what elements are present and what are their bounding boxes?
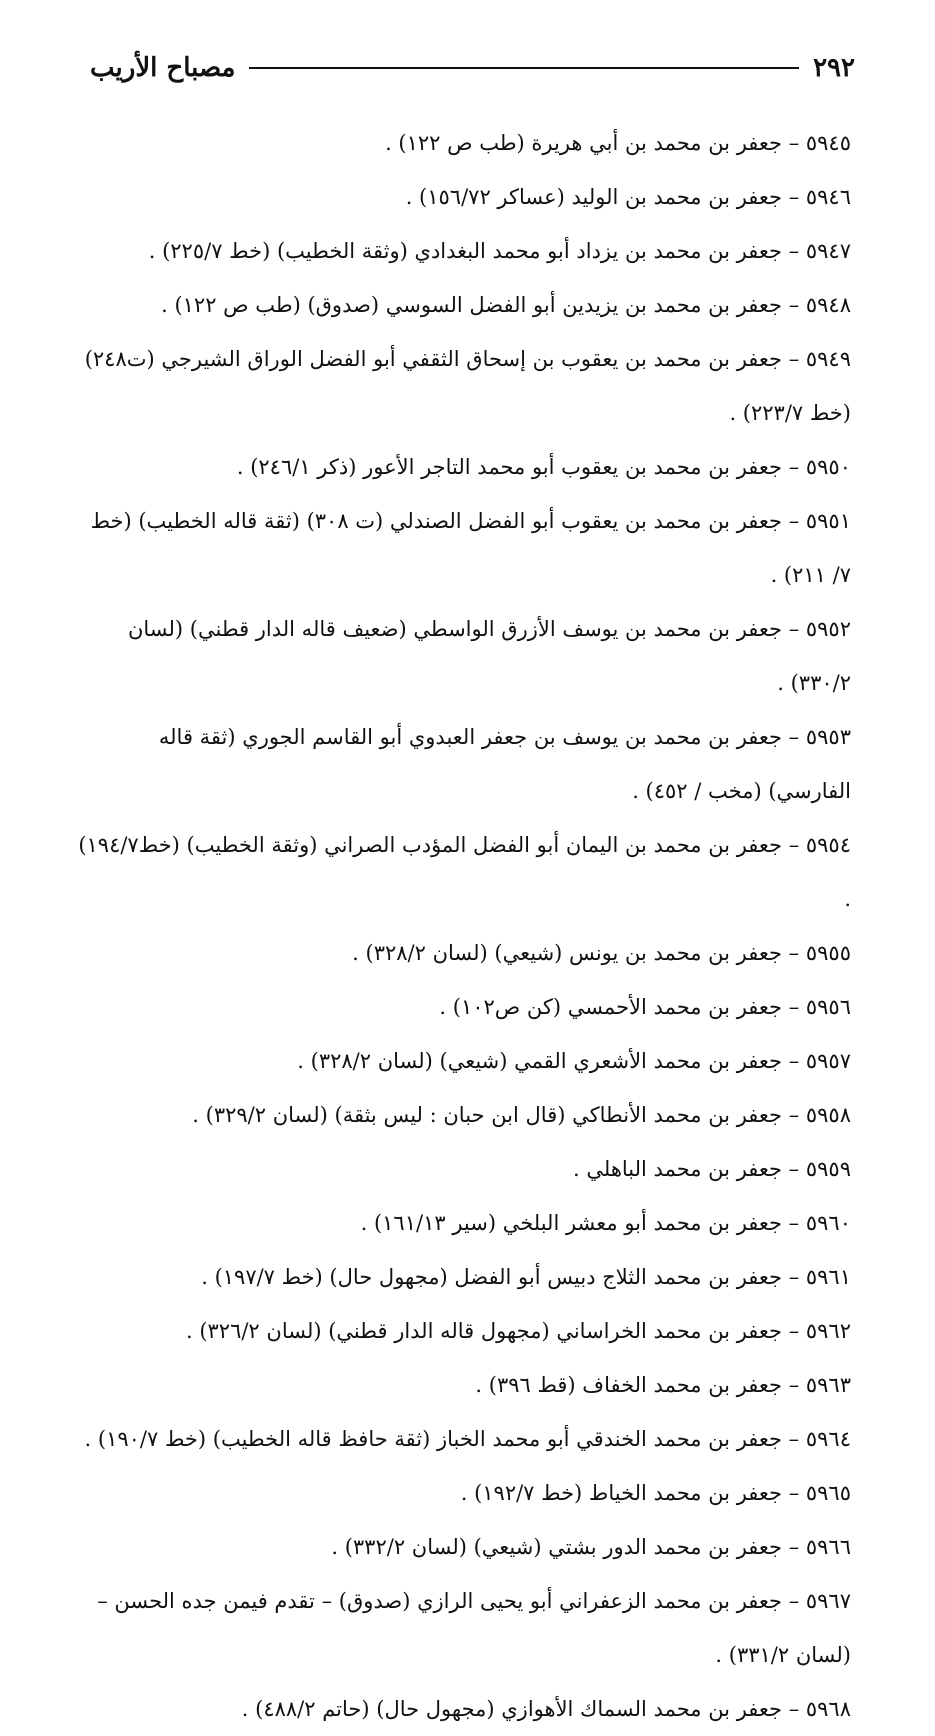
page-number: ٢٩٢	[813, 53, 855, 83]
entry-5947: ٥٩٤٧ – جعفر بن محمد بن يزداد أبو محمد البغدادي (وثقة الخطيب) (خط ٢٢٥/٧) .	[148, 239, 851, 263]
entry-5946: ٥٩٤٦ – جعفر بن محمد بن الوليد (عساكر ١٥٦/٧٢) .	[405, 185, 851, 209]
entry-5952: ٥٩٥٢ – جعفر بن محمد بن يوسف الأزرق الواسطي (ضعيف قاله الدار قطني) (لسان ٣٣٠/٢) .	[127, 617, 851, 695]
entry-5959: ٥٩٥٩ – جعفر بن محمد الباهلي .	[573, 1157, 851, 1181]
entry-5950: ٥٩٥٠ – جعفر بن محمد بن يعقوب أبو محمد التاجر الأعور (ذكر ٢٤٦/١) .	[236, 455, 851, 479]
entry-5964: ٥٩٦٤ – جعفر بن محمد الخندقي أبو محمد الخباز (ثقة حافظ قاله الخطيب) (خط ١٩٠/٧) .	[84, 1427, 851, 1451]
entry-5945: ٥٩٤٥ – جعفر بن محمد بن أبي هريرة (طب ص ١٢٢) .	[385, 131, 851, 155]
entry-5961: ٥٩٦١ – جعفر بن محمد الثلاج دبيس أبو الفضل (مجهول حال) (خط ١٩٧/٧) .	[201, 1265, 851, 1289]
entry-5960: ٥٩٦٠ – جعفر بن محمد أبو معشر البلخي (سير ١٦١/١٣) .	[360, 1211, 851, 1235]
entry-5962: ٥٩٦٢ – جعفر بن محمد الخراساني (مجهول قاله الدار قطني) (لسان ٣٢٦/٢) .	[185, 1319, 851, 1343]
entry-5958: ٥٩٥٨ – جعفر بن محمد الأنطاكي (قال ابن حبان : ليس بثقة) (لسان ٣٢٩/٢) .	[192, 1103, 851, 1127]
book-title: مصباح الأريب	[90, 53, 236, 83]
entry-5965: ٥٩٦٥ – جعفر بن محمد الخياط (خط ١٩٢/٧) .	[460, 1481, 851, 1505]
entry-5968: ٥٩٦٨ – جعفر بن محمد السماك الأهوازي (مجهول حال) (حاتم ٤٨٨/٢) .	[241, 1697, 851, 1721]
entry-5957: ٥٩٥٧ – جعفر بن محمد الأشعري القمي (شيعي) (لسان ٣٢٨/٢) .	[297, 1049, 851, 1073]
header-rule	[249, 67, 799, 69]
entry-5956: ٥٩٥٦ – جعفر بن محمد الأحمسي (كن ص١٠٢) .	[439, 995, 851, 1019]
entry-5954: ٥٩٥٤ – جعفر بن محمد بن اليمان أبو الفضل المؤدب الصراني (وثقة الخطيب) (خط١٩٤/٧) .	[78, 833, 851, 911]
entry-5967: ٥٩٦٧ – جعفر بن محمد الزعفراني أبو يحيى الرازي (صدوق) – تقدم فيمن جده الحسن – (لسان ٣٣١/٢) .	[97, 1589, 851, 1667]
page-header	[90, 48, 855, 88]
entry-5951: ٥٩٥١ – جعفر بن محمد بن يعقوب أبو الفضل الصندلي (ت ٣٠٨) (ثقة قاله الخطيب) (خط ٧/ ٢١١) .	[90, 509, 851, 587]
entry-5963: ٥٩٦٣ – جعفر بن محمد الخفاف (قط ٣٩٦) .	[475, 1373, 851, 1397]
entry-5953: ٥٩٥٣ – جعفر بن محمد بن يوسف بن جعفر العبدوي أبو القاسم الجوري (ثقة قاله الفارسي) (مخب / ٤٥٢) .	[158, 725, 851, 803]
entry-5949: ٥٩٤٩ – جعفر بن محمد بن يعقوب بن إسحاق الثقفي أبو الفضل الوراق الشيرجي (ت٢٤٨) (خط ٢٢٣/٧) .	[84, 347, 851, 425]
entry-5948: ٥٩٤٨ – جعفر بن محمد بن يزيدين أبو الفضل السوسي (صدوق) (طب ص ١٢٢) .	[161, 293, 851, 317]
entry-list	[70, 116, 851, 1736]
entry-5955: ٥٩٥٥ – جعفر بن محمد بن يونس (شيعي) (لسان ٣٢٨/٢) .	[352, 941, 851, 965]
entry-5966: ٥٩٦٦ – جعفر بن محمد الدور بشتي (شيعي) (لسان ٣٣٢/٢) .	[331, 1535, 851, 1559]
